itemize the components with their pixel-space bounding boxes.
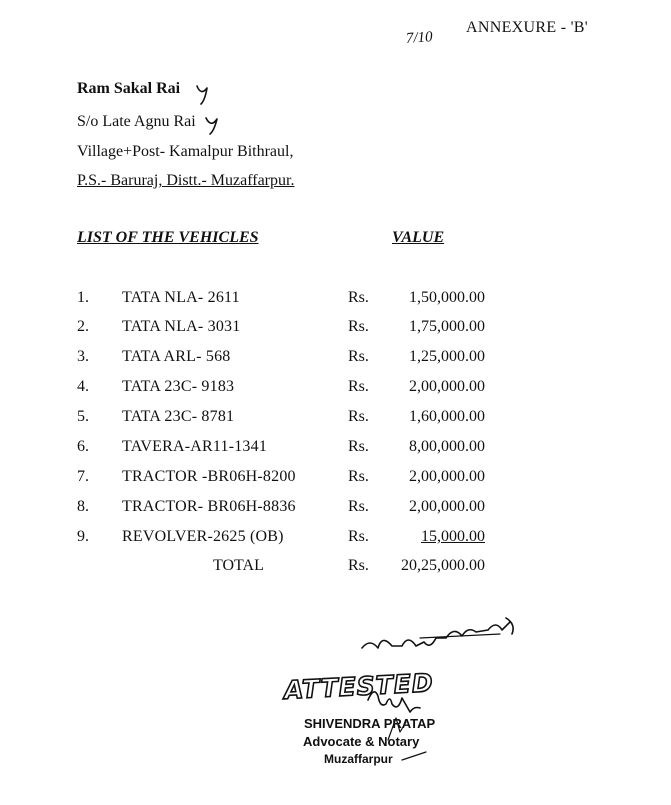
vehicle-value: 15,000.00 (421, 528, 485, 545)
notary-location: Muzaffarpur (324, 752, 393, 766)
vehicle-name: TAVERA-AR11-1341 (122, 438, 268, 455)
owner-signature (362, 622, 510, 648)
table-row (0, 348, 671, 372)
initial-mark-parentage (206, 118, 217, 134)
table-row (0, 498, 671, 522)
table-row (0, 408, 671, 432)
currency-label: Rs. (348, 318, 369, 335)
annexure-label: ANNEXURE - 'B' (466, 19, 588, 36)
vehicle-name: TRACTOR- BR06H-8836 (122, 498, 296, 515)
vehicle-value: 2,00,000.00 (409, 378, 485, 395)
address-line-district: P.S.- Baruraj, Distt.- Muzaffarpur. (77, 172, 295, 189)
total-currency: Rs. (348, 557, 369, 574)
currency-label: Rs. (348, 289, 369, 306)
vehicle-value: 8,00,000.00 (409, 438, 485, 455)
notary-designation: Advocate & Notary (303, 734, 420, 749)
vehicle-name: TATA ARL- 568 (122, 348, 231, 365)
vehicle-value: 1,25,000.00 (409, 348, 485, 365)
currency-label: Rs. (348, 348, 369, 365)
total-row (0, 557, 671, 581)
currency-label: Rs. (348, 528, 369, 545)
table-row (0, 438, 671, 462)
currency-label: Rs. (348, 468, 369, 485)
vehicle-list-heading: LIST OF THE VEHICLES (77, 229, 259, 246)
owner-name: Ram Sakal Rai (77, 80, 181, 97)
table-row (0, 468, 671, 492)
notary-name: SHIVENDRA PRATAP (304, 716, 436, 731)
vehicle-value: 2,00,000.00 (409, 468, 485, 485)
currency-label: Rs. (348, 378, 369, 395)
vehicle-name: REVOLVER-2625 (OB) (122, 528, 284, 545)
table-row (0, 528, 671, 552)
currency-label: Rs. (348, 498, 369, 515)
vehicle-name: TRACTOR -BR06H-8200 (122, 468, 296, 485)
row-number: 4. (77, 378, 89, 395)
table-row (0, 289, 671, 313)
vehicle-value: 1,75,000.00 (409, 318, 485, 335)
currency-label: Rs. (348, 438, 369, 455)
total-value: 20,25,000.00 (401, 557, 485, 574)
vehicle-value: 2,00,000.00 (409, 498, 485, 515)
row-number: 1. (77, 289, 89, 306)
vehicle-name: TATA 23C- 8781 (122, 408, 235, 425)
page-reference: 7/10 (405, 29, 434, 47)
vehicle-name: TATA NLA- 3031 (122, 318, 241, 335)
initial-mark-name (197, 86, 207, 104)
vehicle-name: TATA 23C- 9183 (122, 378, 235, 395)
currency-label: Rs. (348, 408, 369, 425)
vehicle-value: 1,50,000.00 (409, 289, 485, 306)
total-label: TOTAL (213, 557, 264, 574)
vehicle-value: 1,60,000.00 (409, 408, 485, 425)
value-heading: VALUE (392, 229, 445, 246)
row-number: 3. (77, 348, 89, 365)
row-number: 5. (77, 408, 89, 425)
vehicle-name: TATA NLA- 2611 (122, 289, 240, 306)
row-number: 2. (77, 318, 89, 335)
address-line-village: Village+Post- Kamalpur Bithraul, (77, 143, 294, 160)
row-number: 9. (77, 528, 89, 545)
row-number: 6. (77, 438, 89, 455)
table-row (0, 318, 671, 342)
table-row (0, 378, 671, 402)
address-line-parentage: S/o Late Agnu Rai (77, 113, 196, 130)
attested-stamp: ATTESTED (283, 668, 435, 705)
row-number: 8. (77, 498, 89, 515)
row-number: 7. (77, 468, 89, 485)
